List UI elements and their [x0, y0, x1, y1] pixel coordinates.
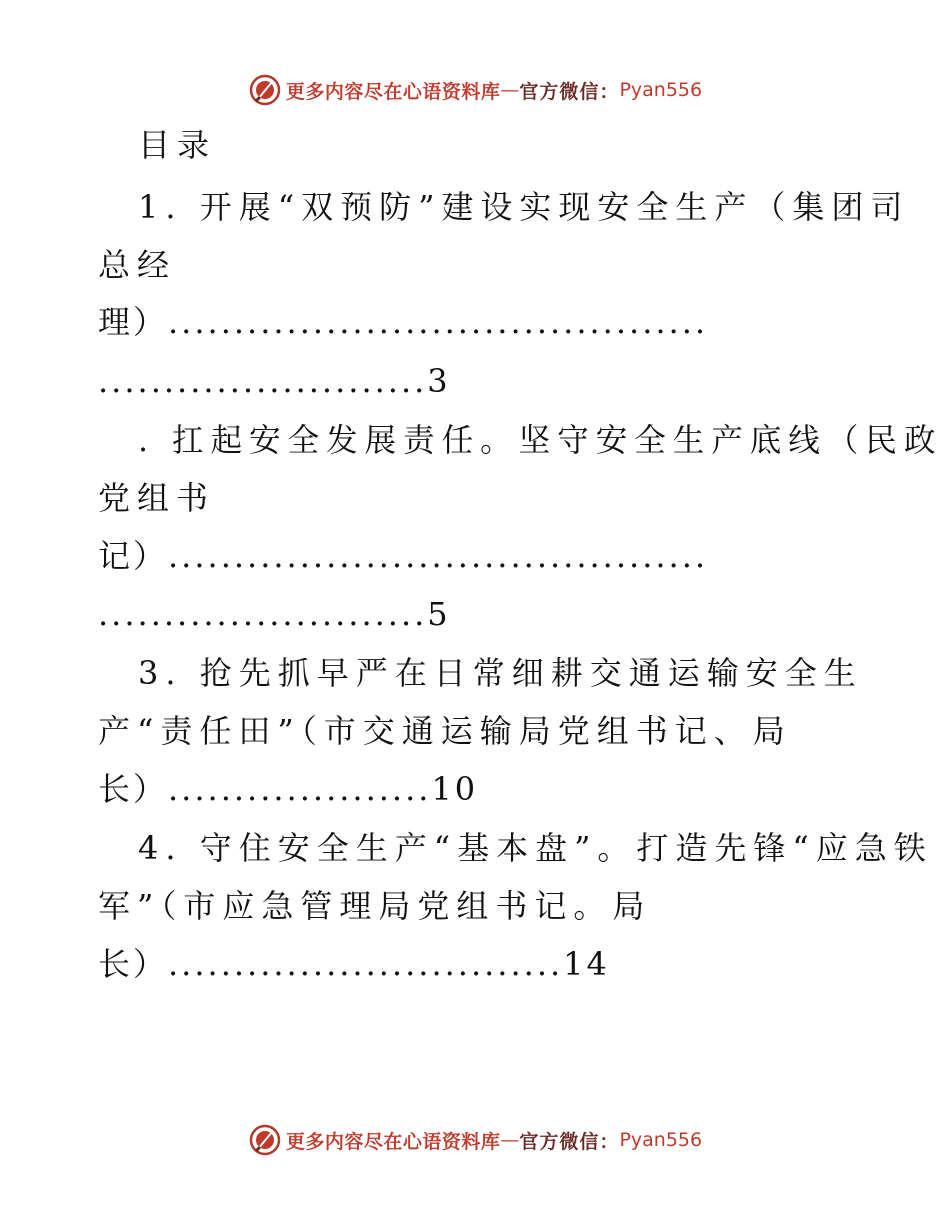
toc-entry-1-line-1: 1. 开展“双预防”建设实现安全生产（集团司 — [138, 188, 910, 226]
header-banner — [0, 70, 950, 110]
banner-wechat-id: Pyan556 — [619, 1129, 703, 1151]
banner-dash: — — [500, 1129, 520, 1151]
footer-banner — [0, 1120, 950, 1160]
banner-text: 更多内容尽在心语资料库 — [285, 80, 501, 103]
toc-entry-2-line-1: . 扛起安全发展责任。坚守安全生产底线（民政 — [138, 421, 943, 459]
pen-logo-icon — [248, 73, 282, 107]
pen-logo-icon — [248, 1123, 282, 1157]
toc-entry-4-line-3: 长）..............................14 — [98, 945, 610, 983]
toc-entry-2-line-2: 党组书 — [98, 479, 216, 517]
toc-entry-1-line-2: 总经 — [98, 246, 177, 284]
toc-entry-3-line-3: 长）....................10 — [98, 770, 479, 808]
banner-dash: — — [500, 79, 520, 101]
toc-entry-1-line-3: 理）......................................... — [98, 303, 709, 341]
banner-wechat-label: 官方微信： — [519, 1130, 620, 1153]
toc-entry-1-page: .........................3 — [98, 362, 451, 400]
toc-entry-2-line-3: 记）......................................... — [98, 537, 709, 575]
banner-wechat-id: Pyan556 — [619, 79, 703, 101]
toc-entry-3-line-2: 产“责任田”（市交通运输局党组书记、局 — [98, 712, 792, 750]
toc-entry-3-line-1: 3. 抢先抓早严在日常细耕交通运输安全生 — [138, 654, 863, 692]
toc-entry-2-page: .........................5 — [98, 595, 451, 633]
toc-entry-4-line-1: 4. 守住安全生产“基本盘”。打造先锋“应急铁 — [138, 829, 933, 867]
banner-text: 更多内容尽在心语资料库 — [285, 1130, 501, 1153]
toc-heading: 目录 — [138, 126, 217, 164]
banner-wechat-label: 官方微信： — [519, 80, 620, 103]
toc-entry-4-line-2: 军”（市应急管理局党组书记。局 — [98, 887, 652, 925]
